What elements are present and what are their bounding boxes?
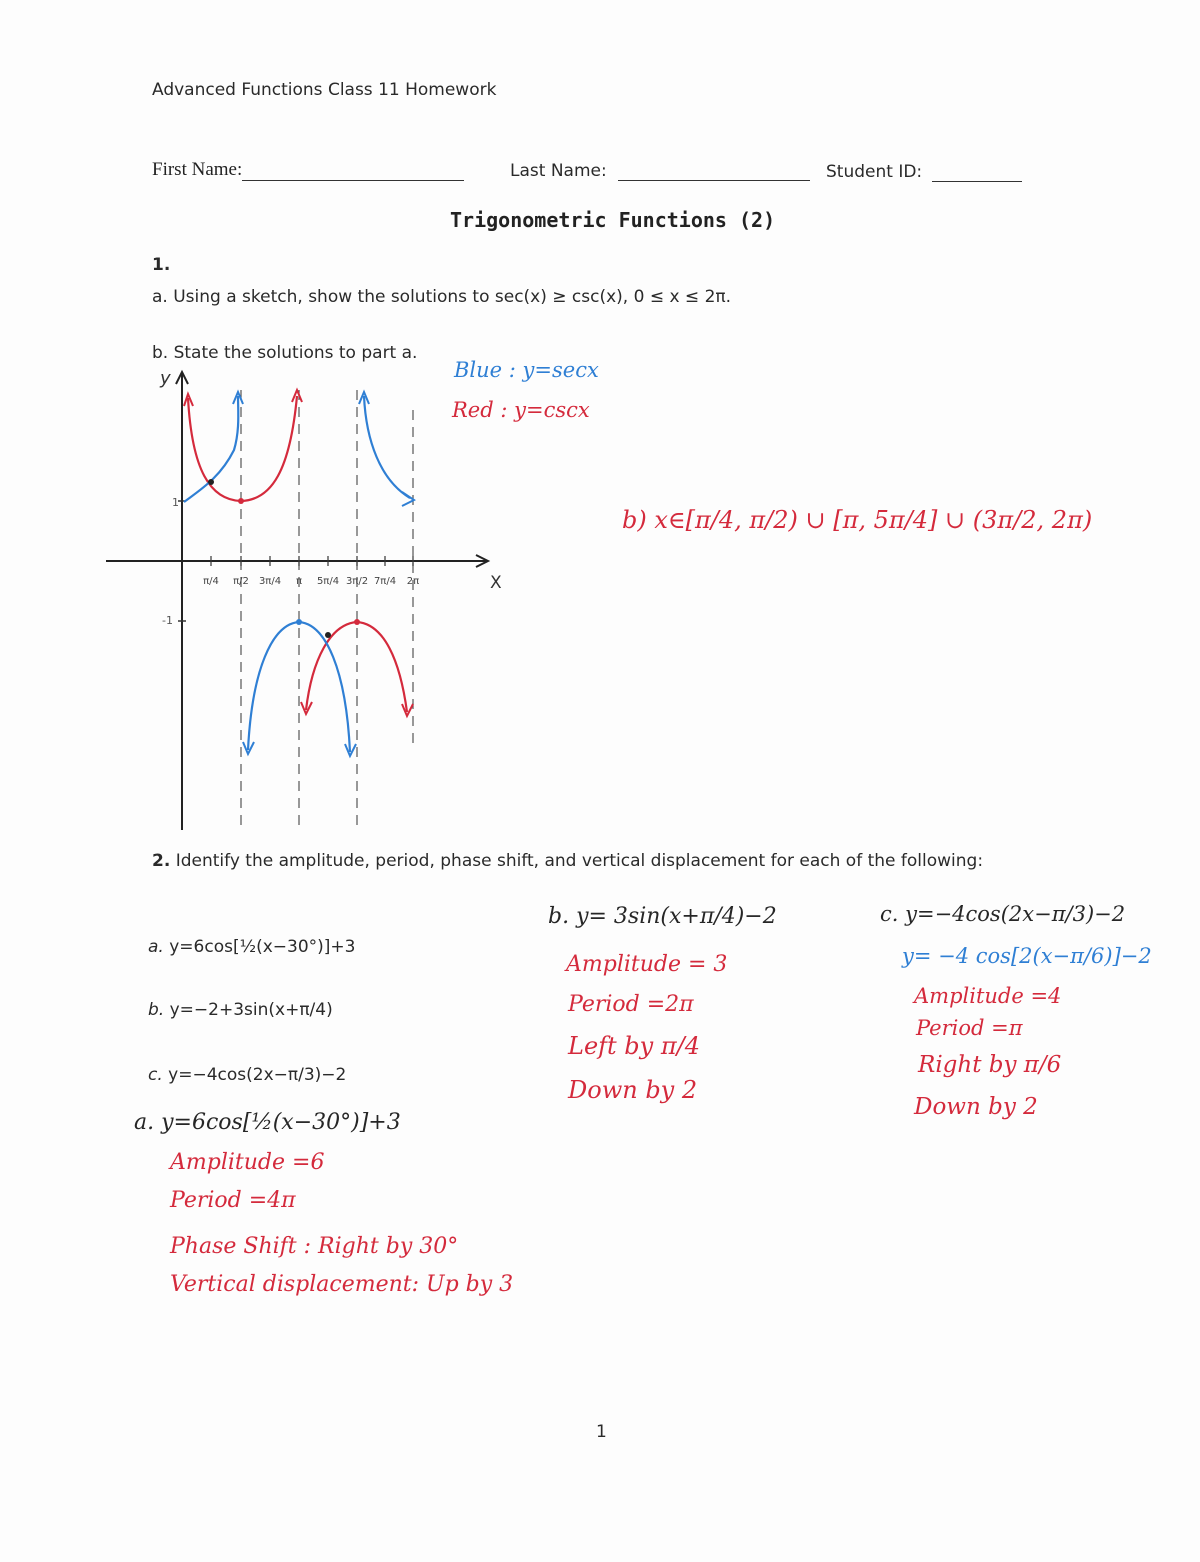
student-id-label: Student ID: (826, 162, 923, 182)
intersection-pi-over-4 (208, 479, 214, 485)
sec-max-point (296, 619, 302, 625)
legend-red: Red : y=cscx (452, 398, 590, 422)
last-name-label: Last Name: (510, 161, 607, 181)
answer-c-rewritten: y= −4 cos[2(x−π/6)]−2 (902, 944, 1152, 968)
q2-b-printed (148, 1000, 333, 1020)
course-header: Advanced Functions Class 11 Homework (152, 80, 497, 100)
csc-max-point (354, 619, 360, 625)
x-tick-5: 5π/4 (316, 576, 340, 587)
q2-a-printed (148, 937, 355, 957)
q2-number: 2. (152, 851, 171, 871)
tick-one: 1 (172, 496, 179, 509)
answer-c-amplitude: Amplitude =4 (914, 984, 1062, 1008)
answer-b-amplitude: Amplitude = 3 (566, 952, 728, 977)
answer-c-vertical: Down by 2 (914, 1094, 1038, 1120)
worksheet-title: Trigonometric Functions (2) (450, 208, 776, 232)
sec-csc-graph (100, 360, 520, 840)
q1-part-b: b. State the solutions to part a. (152, 343, 418, 363)
student-id-blank[interactable] (932, 163, 1022, 182)
answer-b-shift: Left by π/4 (568, 1032, 700, 1060)
answer-a-period: Period =4π (170, 1188, 296, 1213)
q2-c-equation: y=−4cos(2x−π/3)−2 (168, 1065, 347, 1085)
answer-c-shift: Right by π/6 (918, 1052, 1062, 1078)
x-axis-label: X (490, 573, 502, 593)
q2-a-equation: y=6cos[½(x−30°)]+3 (169, 937, 356, 957)
x-tick-3: 3π/4 (258, 576, 282, 587)
last-name-blank[interactable] (618, 162, 810, 181)
q1-part-a: a. Using a sketch, show the solutions to sec(x) ≥ csc(x), 0 ≤ x ≤ 2π. (152, 287, 732, 307)
first-name-blank[interactable] (242, 162, 464, 181)
answer-b-period: Period =2π (568, 992, 694, 1017)
first-name-label: First Name: (152, 159, 243, 180)
answer-a-vertical: Vertical displacement: Up by 3 (170, 1272, 514, 1297)
legend-blue: Blue : y=secx (454, 358, 599, 382)
q2-a-label: a. (148, 937, 164, 957)
q1-number: 1. (152, 255, 171, 275)
x-tick-6: 3π/2 (345, 576, 369, 587)
answer-c-period: Period =π (916, 1016, 1023, 1040)
answer-b-vertical: Down by 2 (568, 1076, 698, 1104)
intersection-5pi-over-4 (325, 632, 331, 638)
answer-c-equation: c. y=−4cos(2x−π/3)−2 (880, 902, 1126, 926)
answer-a-amplitude: Amplitude =6 (170, 1150, 325, 1175)
sec-branch-last (364, 396, 410, 498)
sec-arrow-5 (402, 492, 414, 506)
first-name-field (152, 159, 464, 181)
x-tick-7: 7π/4 (373, 576, 397, 587)
q2-b-label: b. (148, 1000, 165, 1020)
answer-b-equation: b. y= 3sin(x+π/4)−2 (548, 904, 777, 929)
x-tick-8: 2π (406, 576, 420, 587)
page-number: 1 (596, 1422, 607, 1442)
last-name-field (510, 161, 810, 181)
x-tick-4: π (295, 576, 303, 587)
q2-b-equation: y=−2+3sin(x+π/4) (169, 1000, 333, 1020)
q2-prompt-text: Identify the amplitude, period, phase shift, and vertical displacement for each of the following: (175, 851, 984, 871)
q2-prompt (152, 847, 1012, 876)
q1-answer: b) x∈[π/4, π/2) ∪ [π, 5π/4] ∪ (3π/2, 2π) (622, 506, 1093, 534)
x-tick-1: π/4 (203, 576, 219, 587)
student-id-field (826, 162, 1022, 182)
x-tick-2: π/2 (233, 576, 249, 587)
q2-c-label: c. (148, 1065, 163, 1085)
y-axis-label: y (160, 368, 171, 389)
answer-a-equation: a. y=6cos[½(x−30°)]+3 (134, 1110, 401, 1135)
csc-min-point (238, 498, 244, 504)
q2-c-printed (148, 1065, 346, 1085)
tick-neg-one: -1 (162, 614, 173, 627)
answer-a-phase-shift: Phase Shift : Right by 30° (170, 1234, 459, 1259)
